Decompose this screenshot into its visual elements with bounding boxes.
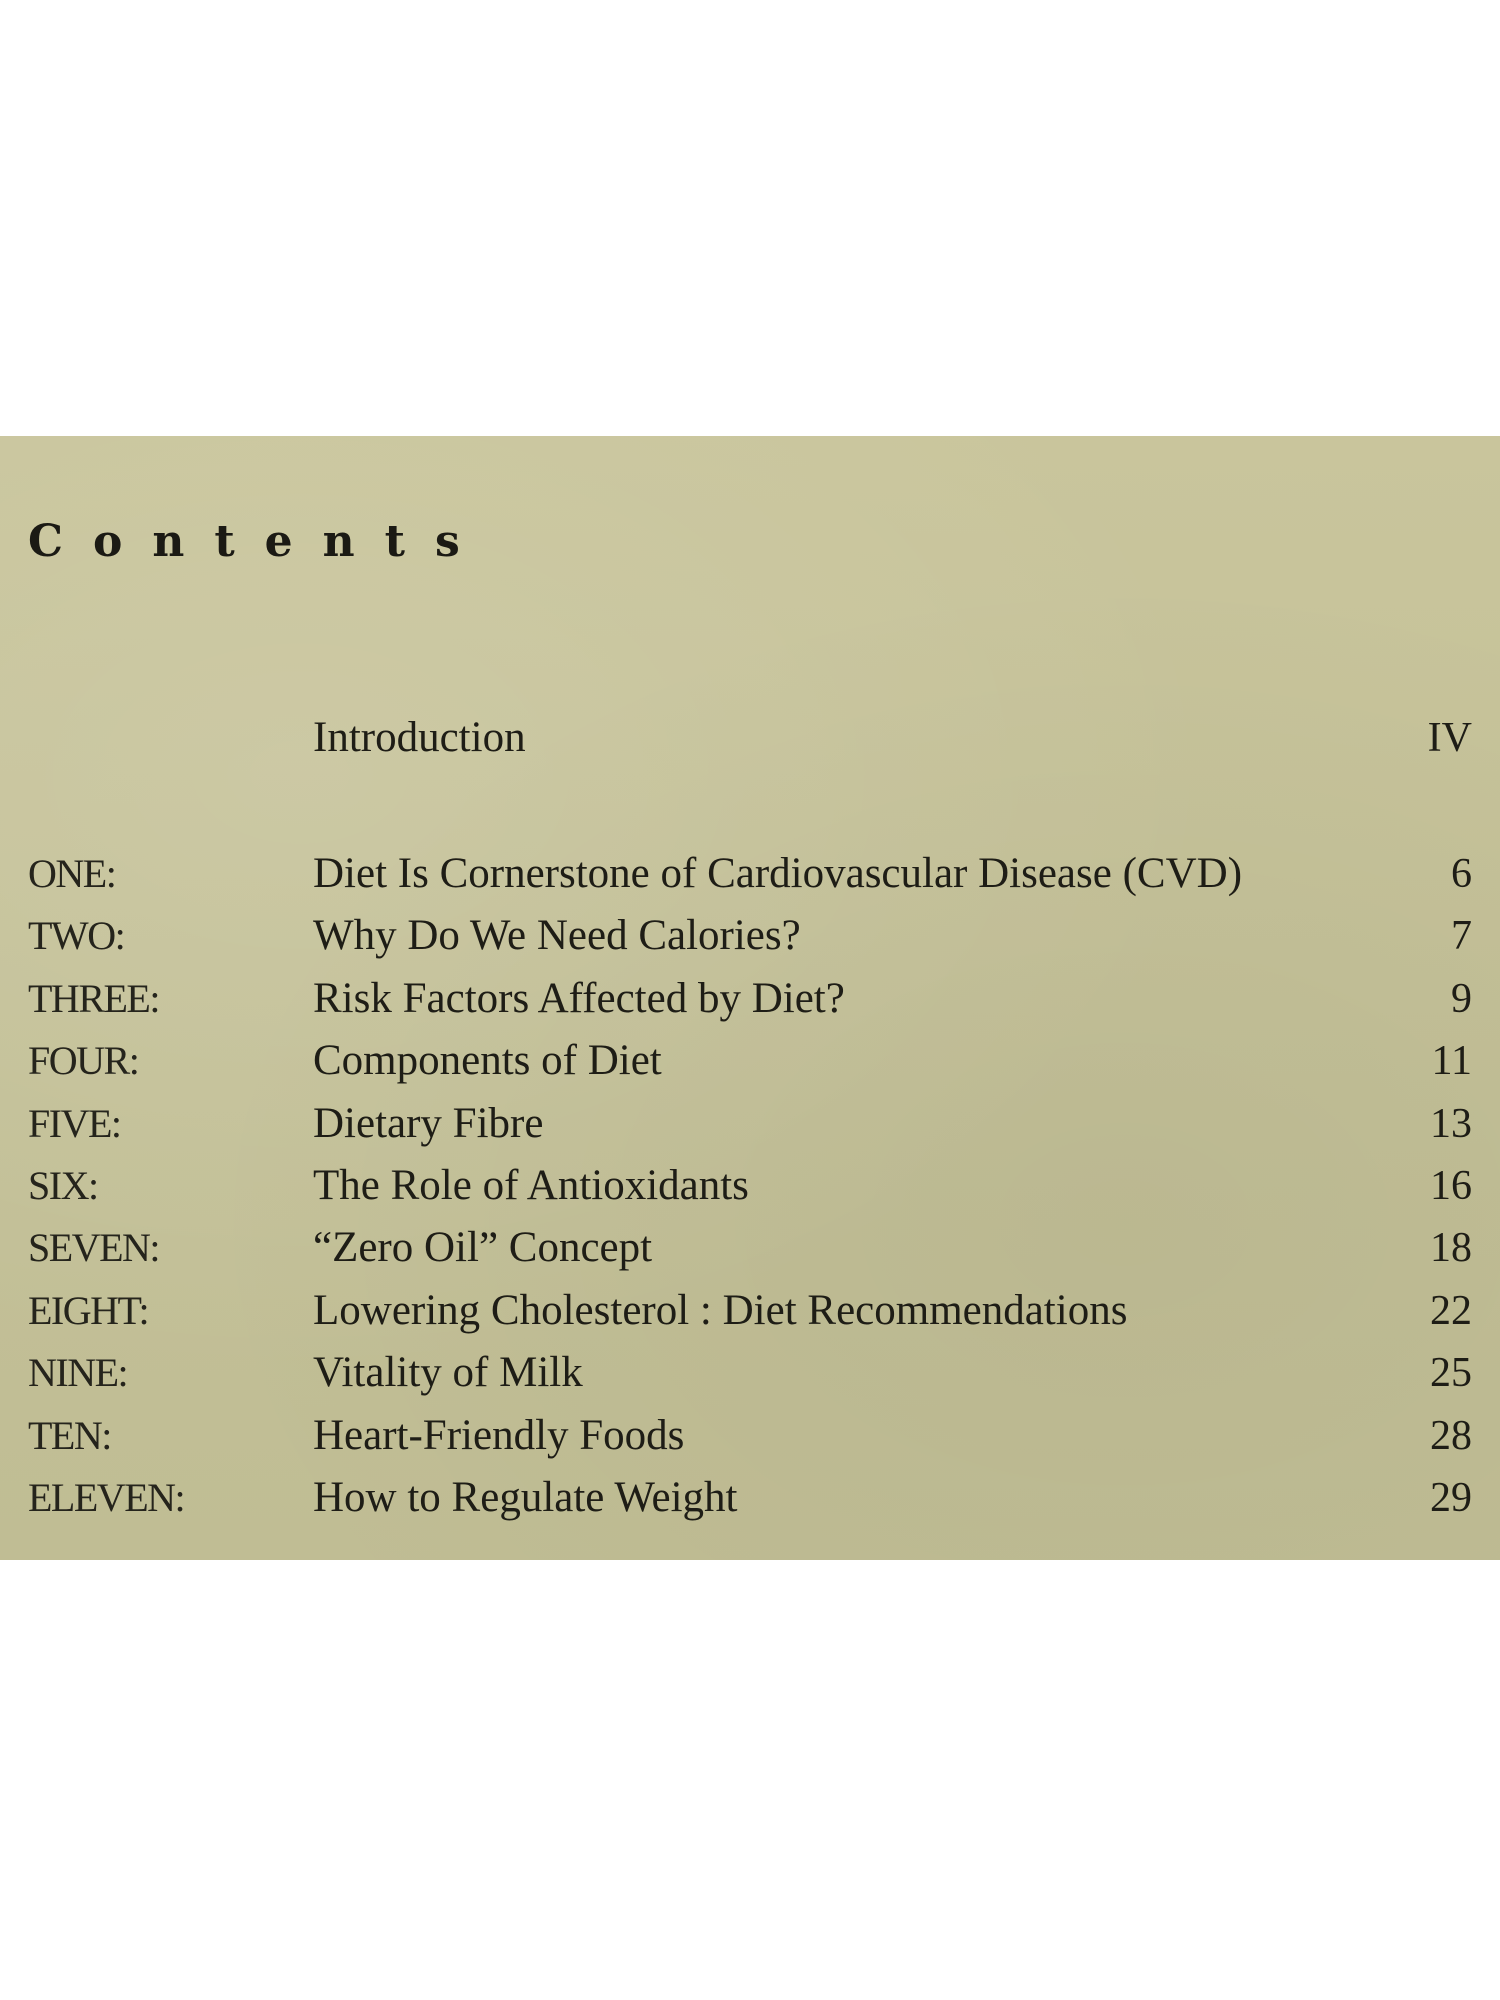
chapter-page-number: 22 (1430, 1287, 1472, 1334)
chapter-number: SEVEN: (28, 1225, 159, 1271)
chapter-entry (0, 1031, 1500, 1093)
chapter-entry (0, 1156, 1500, 1218)
chapter-number: FOUR: (28, 1038, 139, 1084)
chapter-entry (0, 1468, 1500, 1530)
chapter-title: “Zero Oil” Concept (313, 1224, 653, 1272)
chapter-page-number: 9 (1451, 975, 1472, 1022)
chapter-title: Heart-Friendly Foods (313, 1411, 685, 1459)
contents-heading: Contents (28, 516, 490, 567)
chapter-page-number: 13 (1430, 1100, 1472, 1147)
chapter-entry (0, 969, 1500, 1031)
chapter-page-number: 28 (1430, 1412, 1472, 1459)
chapter-title: Diet Is Cornerstone of Cardiovascular Disease (CVD) (313, 850, 1243, 897)
chapter-number: ONE: (28, 851, 116, 896)
chapter-page-number: 29 (1430, 1474, 1472, 1521)
chapter-entry (0, 1094, 1500, 1156)
chapter-page-number: 18 (1430, 1225, 1472, 1272)
chapter-number: ELEVEN: (28, 1474, 185, 1520)
chapter-title: Lowering Cholesterol : Diet Recommendations (313, 1286, 1128, 1334)
chapter-page-number: 25 (1430, 1350, 1472, 1397)
chapter-title: Vitality of Milk (313, 1349, 583, 1397)
chapter-title: Components of Diet (313, 1037, 662, 1085)
chapter-entry (0, 906, 1500, 968)
chapter-page-number: 7 (1451, 913, 1472, 960)
chapter-entry (0, 1281, 1500, 1343)
introduction-page-number: IV (1427, 715, 1472, 761)
chapter-number: FIVE: (28, 1100, 121, 1146)
chapter-title: Risk Factors Affected by Diet? (313, 974, 845, 1022)
chapter-page-number: 11 (1431, 1038, 1472, 1085)
chapter-number: SIX: (28, 1162, 98, 1208)
chapter-list (0, 844, 1500, 1530)
chapter-entry (0, 1218, 1500, 1280)
chapter-number: THREE: (28, 975, 159, 1021)
introduction-entry (0, 708, 1500, 768)
chapter-title: Why Do We Need Calories? (313, 912, 801, 960)
chapter-number: TWO: (28, 913, 125, 959)
chapter-title: How to Regulate Weight (313, 1473, 738, 1521)
chapter-entry (0, 1406, 1500, 1468)
chapter-title: Dietary Fibre (313, 1099, 544, 1147)
chapter-number: TEN: (28, 1412, 111, 1458)
chapter-number: EIGHT: (28, 1287, 149, 1333)
introduction-title: Introduction (313, 714, 526, 761)
chapter-title: The Role of Antioxidants (313, 1161, 749, 1209)
chapter-entry (0, 844, 1500, 906)
chapter-page-number: 16 (1430, 1162, 1472, 1209)
chapter-page-number: 6 (1451, 851, 1472, 897)
chapter-entry (0, 1343, 1500, 1405)
chapter-number: NINE: (28, 1350, 128, 1396)
contents-page (0, 436, 1500, 1560)
